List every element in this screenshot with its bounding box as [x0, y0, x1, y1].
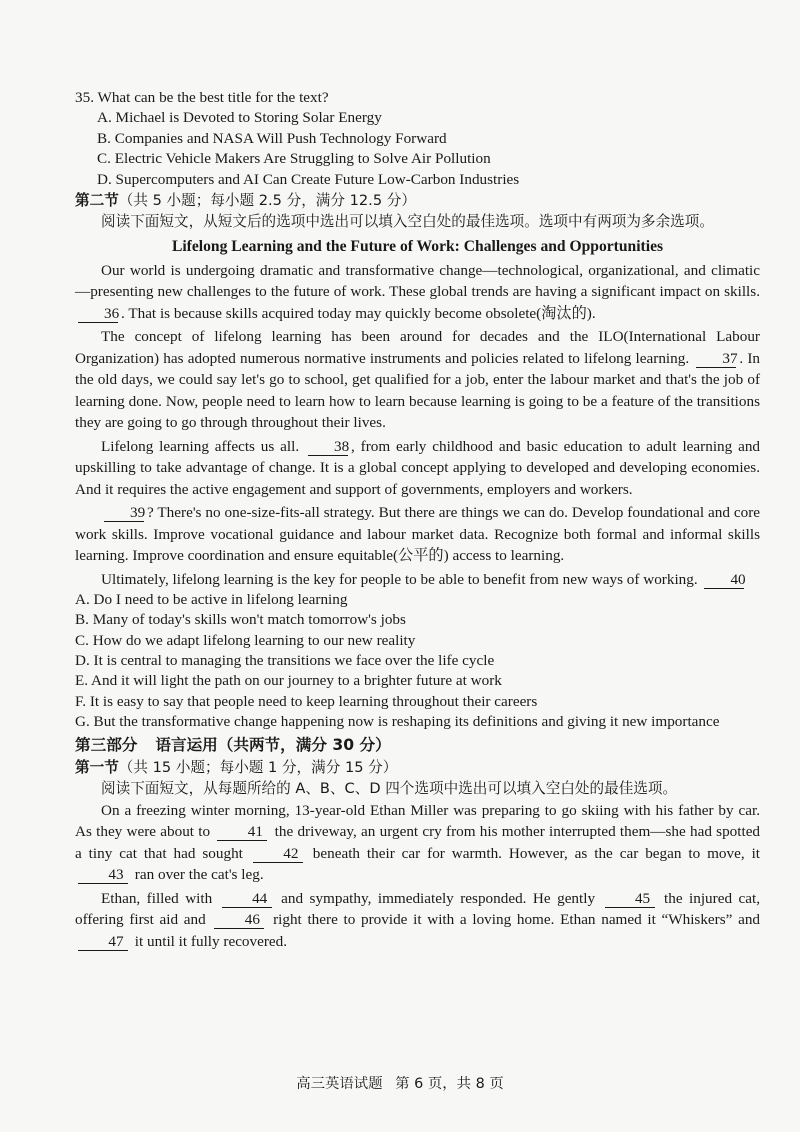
option-c: C. Electric Vehicle Makers Are Struggling to Solve Air Pollution [97, 150, 491, 168]
section-heading [75, 757, 760, 778]
choice-b: B. Many of today's skills won't match tomorrow's jobs [75, 611, 406, 629]
blank-46: 46 [214, 912, 264, 929]
footer-subject: 高三英语试题 [296, 1076, 383, 1092]
page-footer [0, 1072, 800, 1093]
choice-c: C. How do we adapt lifelong learning to our new reality [75, 631, 416, 649]
choice-g: G. But the transformative change happening now is reshaping its definitions and giving it new importance [75, 712, 720, 730]
answer-choices [75, 590, 760, 732]
blank-47: 47 [78, 934, 128, 951]
part-label: 第三部分 [75, 736, 138, 755]
section-label: 第二节 [75, 192, 119, 210]
blank-39: 39 [104, 505, 144, 522]
section-label: 第一节 [75, 759, 119, 777]
choice-e: E. And it will light the path on our journey to a brighter future at work [75, 672, 502, 690]
section-heading [75, 190, 760, 211]
choice-d: D. It is central to managing the transitions we face over the life cycle [75, 651, 495, 669]
blank-41: 41 [217, 824, 267, 841]
option-b: B. Companies and NASA Will Push Technology Forward [97, 129, 447, 147]
part-title: 语言运用（共两节，满分 30 分） [155, 736, 391, 755]
part-heading [75, 734, 760, 757]
blank-36: 36 [78, 306, 118, 323]
footer-page-number: 第 6 页，共 8 页 [395, 1076, 504, 1092]
option-a: A. Michael is Devoted to Storing Solar Energy [97, 109, 382, 127]
blank-45: 45 [605, 891, 655, 908]
cloze-paragraph: On a freezing winter morning, 13-year-old Ethan Miller was preparing to go skiing with his father by car. As they were about to 41 the driveway, an urgent cry from his mother interrupted them—she had spotted a tiny cat that had sought 42 beneath their car for warmth. However, as the car began to move, it 43 ran over the cat's leg. [75, 801, 761, 884]
section-instruction: 阅读下面短文，从每题所给的 A、B、C、D 四个选项中选出可以填入空白处的最佳选项。 [101, 780, 678, 798]
passage-title: Lifelong Learning and the Future of Work: Challenges and Opportunities [171, 237, 664, 255]
blank-42: 42 [253, 846, 303, 863]
choice-f: F. It is easy to say that people need to keep learning throughout their careers [75, 692, 538, 710]
passage-paragraph: Our world is undergoing dramatic and transformative change—technological, organizational, and climatic—presenting new challenges to the future of work. These global trends are having a significant impact on skills. 36 . That is because skills acquired today may quickly become obsolete(淘汰的). [75, 261, 760, 322]
choice-a: A. Do I need to be active in lifelong learning [75, 591, 348, 609]
section-instruction: 阅读下面短文，从短文后的选项中选出可以填入空白处的最佳选项。选项中有两项为多余选项。 [101, 213, 714, 231]
section-detail: （共 5 小题；每小题 2.5 分，满分 12.5 分） [118, 192, 416, 210]
passage-paragraph: 39 ? There's no one-size-fits-all strategy. But there are things we can do. Develop foundational and core work skills. Improve vocational guidance and labour market data. Recognize both formal and informal skills learning. Improve coordination and ensure equitable(公平的) access to learning. [75, 504, 760, 565]
blank-37: 37 [696, 351, 736, 368]
blank-44: 44 [222, 891, 272, 908]
blank-43: 43 [78, 867, 128, 884]
blank-38: 38 [308, 439, 348, 456]
question-stem: 35. What can be the best title for the text? [75, 89, 329, 106]
section-detail: （共 15 小题；每小题 1 分，满分 15 分） [118, 759, 398, 777]
blank-40: 40 [704, 572, 744, 589]
passage-paragraph: The concept of lifelong learning has been around for decades and the ILO(International Labour Organization) has adopted numerous normative instruments and policies related to lifelong learning. 37 . In the old days, we could say let's go to school, get qualified for a job, enter the labour market and that's the job of learning done. Now, people need to learn how to learn because learning is going to be a feature of the transitions they are going to go through throughout their lives. [75, 328, 761, 432]
passage-paragraph: Ultimately, lifelong learning is the key for people to be able to benefit from new ways of working. 40 [101, 570, 746, 588]
question-35 [75, 88, 760, 190]
cloze-paragraph: Ethan, filled with 44 and sympathy, immediately responded. He gently 45 the injured cat, offering first aid and 46 right there to provide it with a loving home. Ethan named it “Whiskers” and 47 it until it fully recovered. [75, 889, 761, 950]
option-d: D. Supercomputers and AI Can Create Future Low-Carbon Industries [97, 170, 520, 188]
passage-paragraph: Lifelong learning affects us all. 38 , from early childhood and basic education to adult learning and upskilling to take advantage of change. It is a global concept applying to developed and developing economies. And it requires the active engagement and support of governments, employers and workers. [75, 437, 761, 498]
